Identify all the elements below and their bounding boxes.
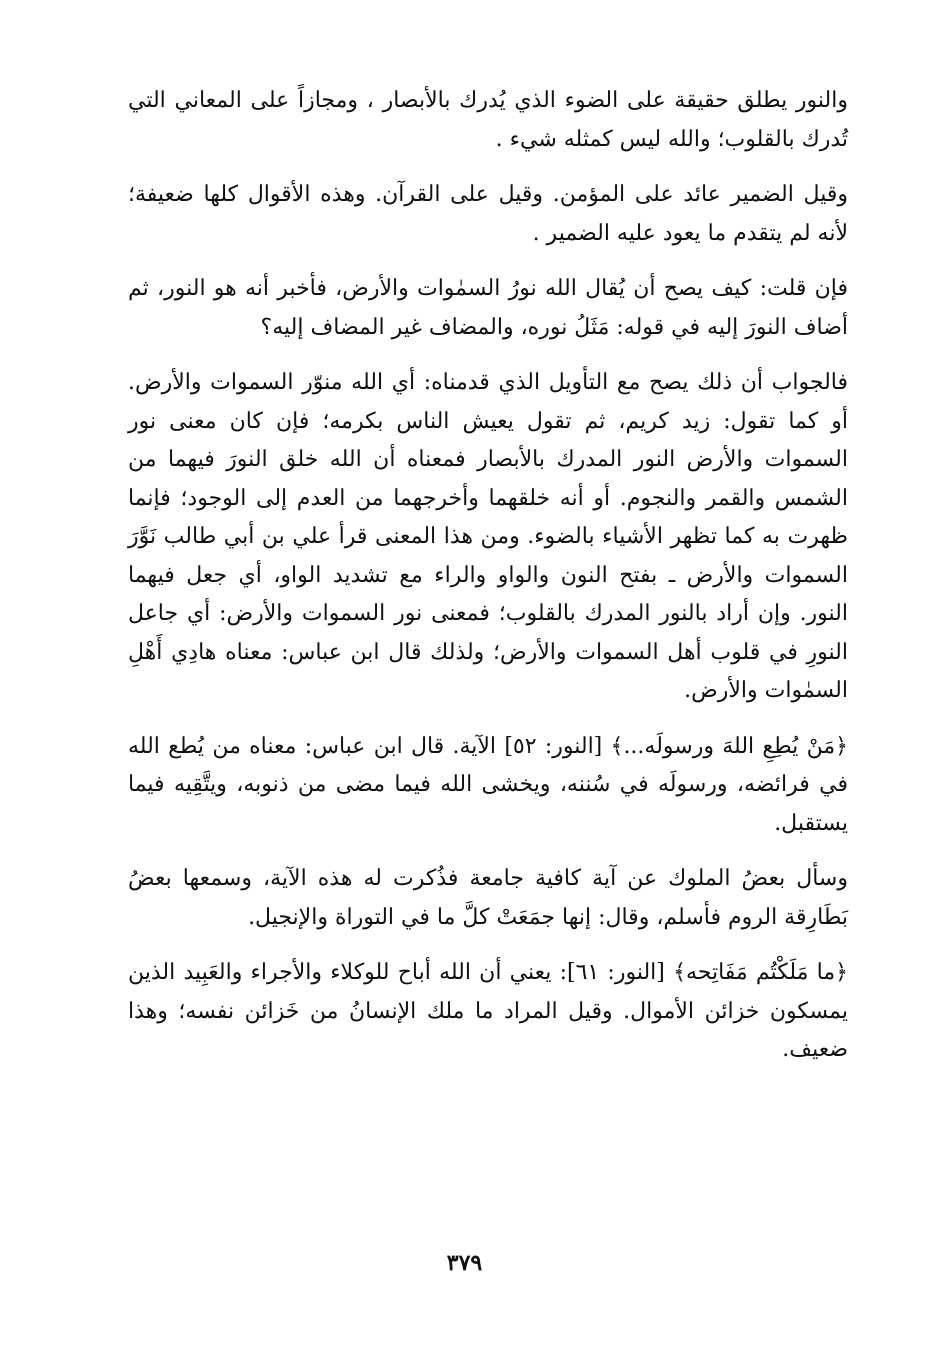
paragraph-7: ﴿ما مَلَكْتُم مَفَاتِحه﴾ [النور: ٦١]: يعني أن الله أباح للوكلاء والأجراء والعَبِيد الذين يمسكون خزائن الأموال. وقيل المراد ما ملك الإنسانُ من خَزائن نفسه؛ وهذا ضعيف. xyxy=(128,960,848,1062)
page-body xyxy=(128,82,848,1087)
paragraph-3: فإن قلت: كيف يصح أن يُقال الله نورُ السمٰوات والأرض، فأخبر أنه هو النور، ثم أضاف النورَ إليه في قوله: مَثَلُ نوره، والمضاف غير المضاف إليه؟ xyxy=(128,276,849,340)
paragraph-5: ﴿مَنْ يُطِعِ اللهَ ورسولَه...﴾ [النور: ٥٢] الآية. قال ابن عباس: معناه من يُطع الله في فرائضه، ورسولَه في سُننه، ويخشى الله فيما مضى من ذنوبه، ويتَّقِيه فيما يستقبل. xyxy=(128,733,849,836)
page-number: ٣٧٩ xyxy=(446,1250,483,1276)
paragraph-6: وسأل بعضُ الملوك عن آية كافية جامعة فذُكرت له هذه الآية، وسمعها بعضُ بَطَارِقة الروم فأسلم، وقال: إنها جمَعَتْ كلَّ ما في التوراة والإنجيل. xyxy=(128,866,848,930)
paragraph-2: وقيل الضمير عائد على المؤمن. وقيل على القرآن. وهذه الأقوال كلها ضعيفة؛ لأنه لم يتقدم ما يعود عليه الضمير . xyxy=(128,182,848,246)
paragraph-4: فالجواب أن ذلك يصح مع التأويل الذي قدمناه: أي الله منوّر السموات والأرض. أو كما تقول: زيد كريم، ثم تقول يعيش الناس بكرمه؛ فإن كان معنى نور السموات والأرض النور المدرك بالأبصار فمعناه أن الله خلق النورَ فيهما من الشمس والقمر والنجوم. أو أنه خلقهما وأخرجهما من العدم إلى الوجود؛ فإنما ظهرت به كما تظهر الأشياء بالضوء. ومن هذا المعنى قرأ علي بن أبي طالب نَوَّرَ السموات والأرض ـ بفتح النون والواو والراء مع تشديد الواو، أي جعل فيهما النور. وإن أراد بالنور المدرك بالقلوب؛ فمعنى نور السموات والأرض: أي جاعل النورِ في قلوب أهل السموات والأرض؛ ولذلك قال ابن عباس: معناه هادِي أَهْلِ السمٰوات والأرض. xyxy=(128,370,848,703)
paragraph-1: والنور يطلق حقيقة على الضوء الذي يُدرك بالأبصار ، ومجازاً على المعاني التي تُدرك بالقلوب؛ والله ليس كمثله شيء . xyxy=(128,88,848,152)
